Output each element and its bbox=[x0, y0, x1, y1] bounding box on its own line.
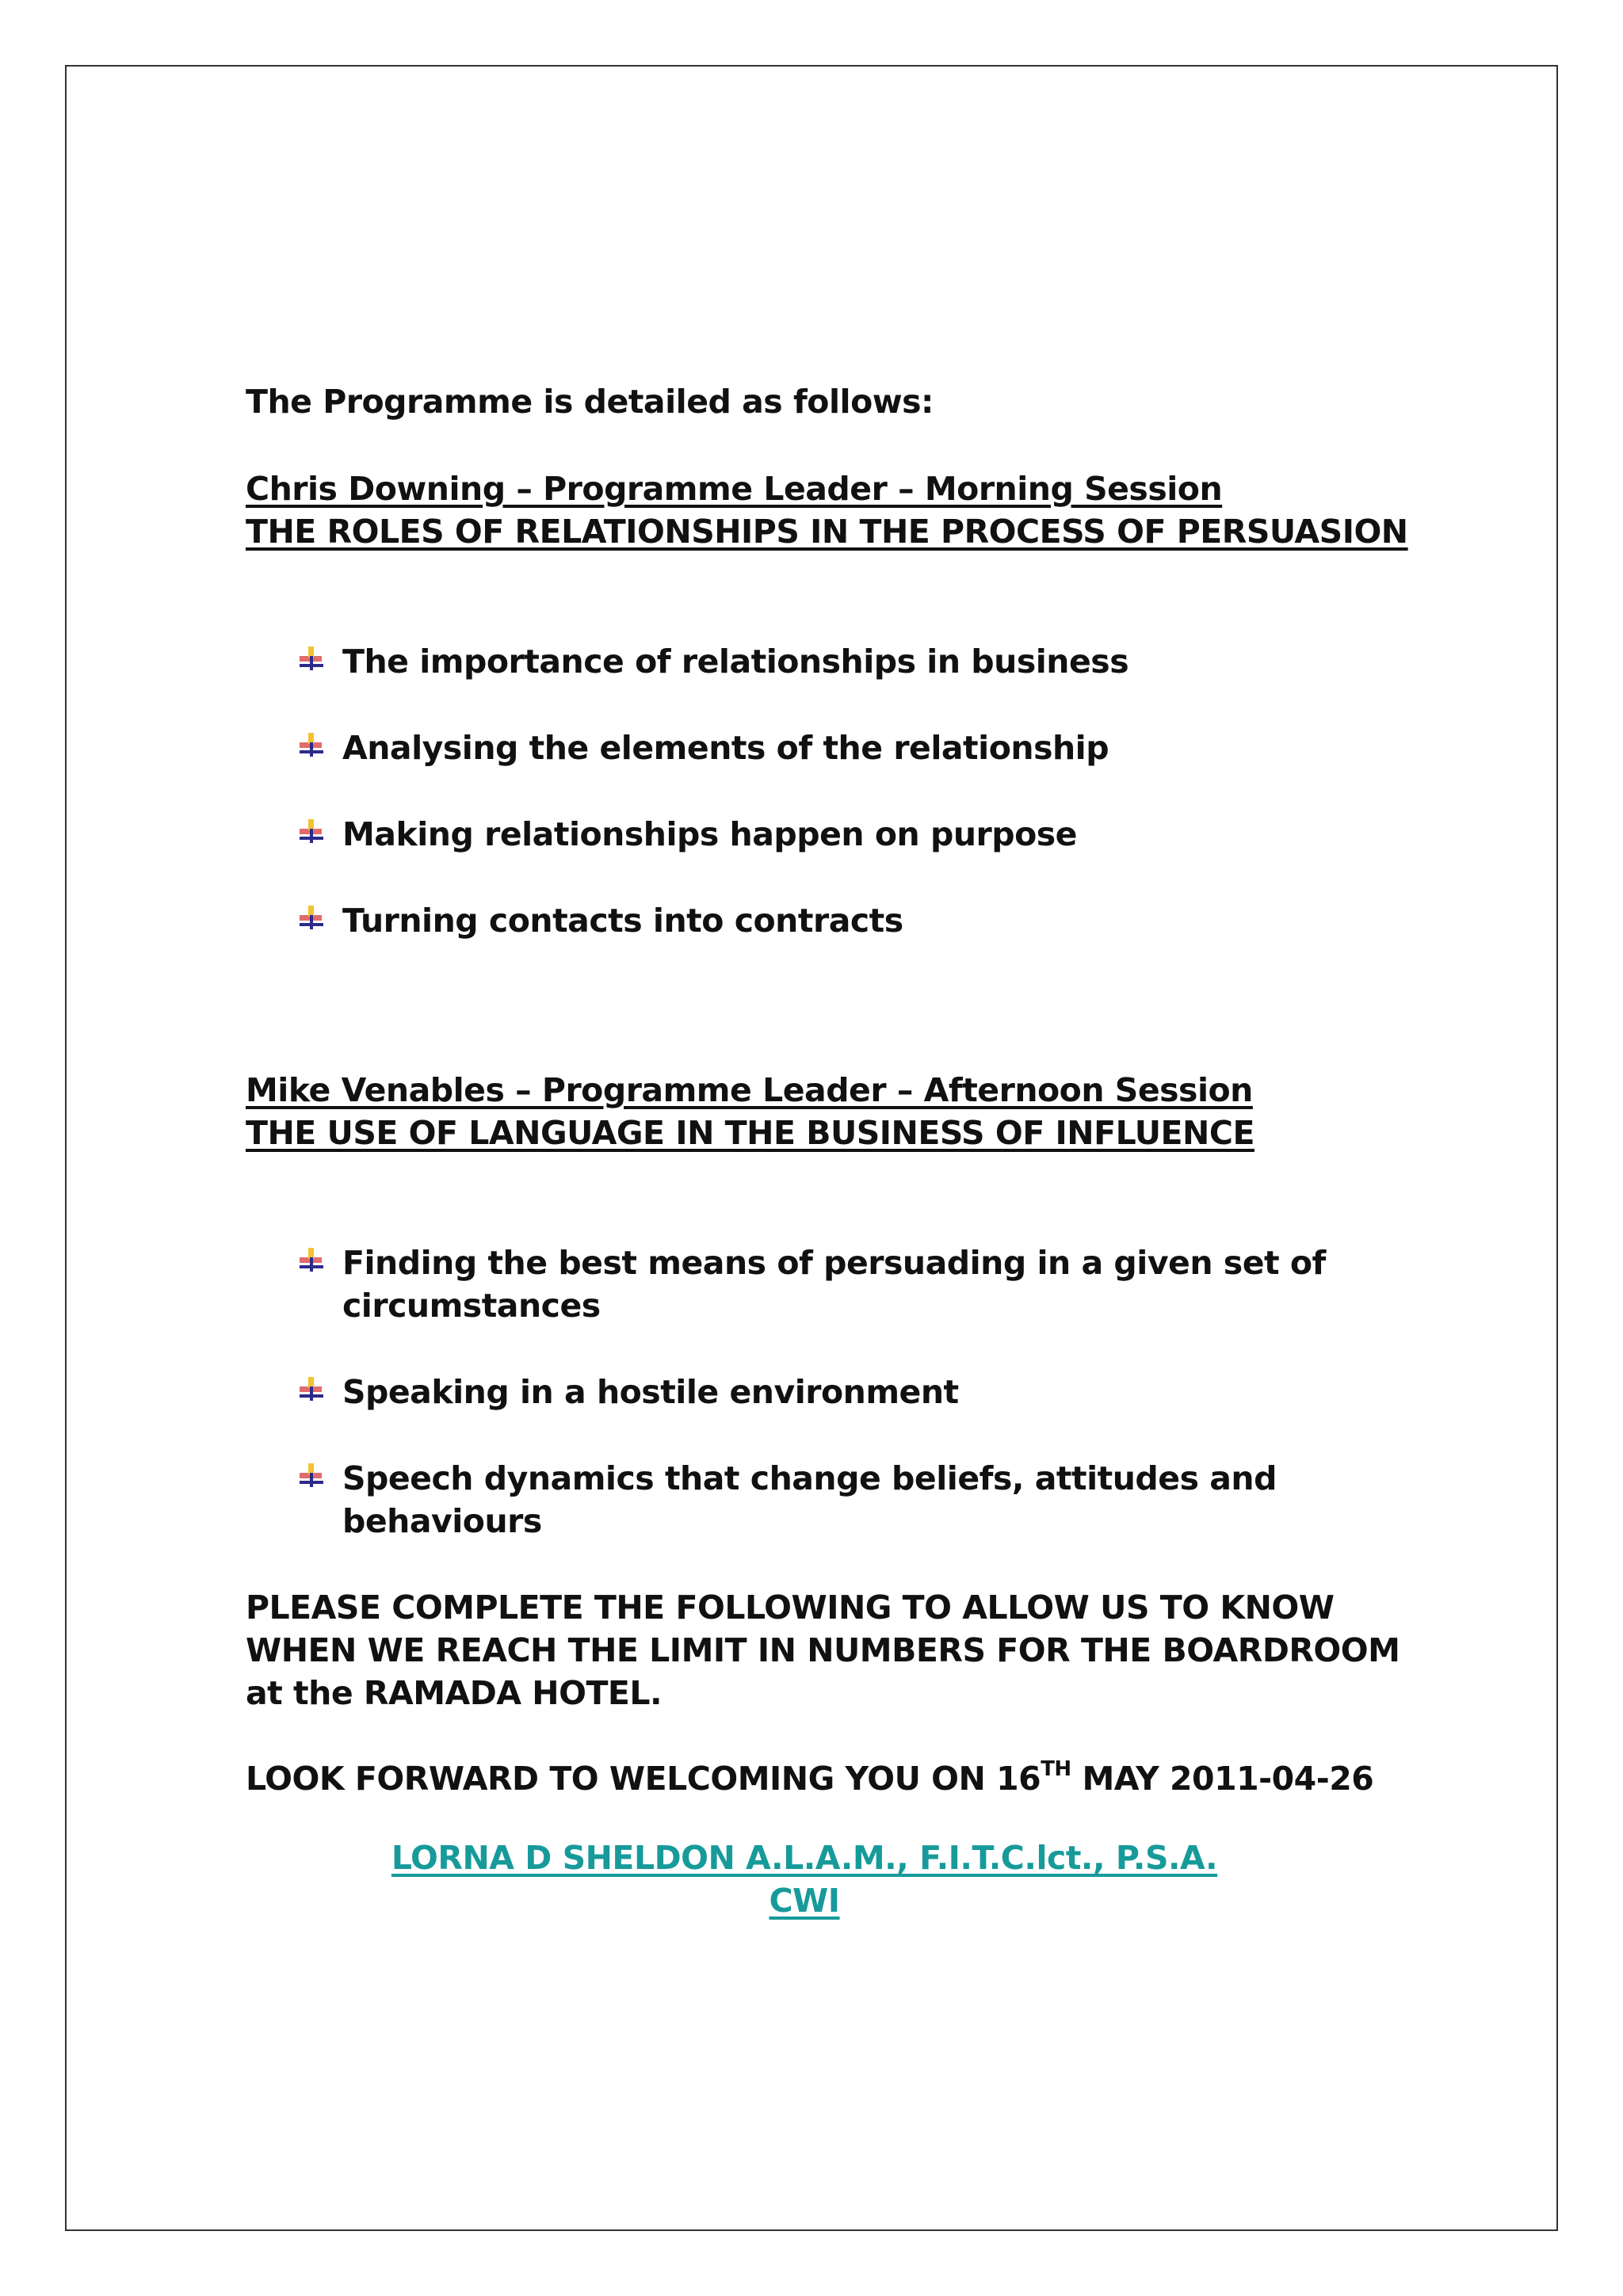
list-item-text: Making relationships happen on purpose bbox=[342, 815, 1077, 853]
list-item bbox=[295, 1241, 1419, 1327]
session-leader-line: Mike Venables – Programme Leader – Afternoon Session bbox=[246, 1071, 1253, 1109]
session-topic-list bbox=[246, 640, 1419, 942]
list-item-text: Turning contacts into contracts bbox=[342, 902, 903, 940]
list-item bbox=[295, 899, 1419, 942]
welcome-date: MAY 2011-04-26 bbox=[1071, 1760, 1374, 1798]
intro-text: The Programme is detailed as follows: bbox=[246, 383, 934, 421]
welcome-line bbox=[246, 1757, 1419, 1800]
arrow-down-bullet-icon bbox=[295, 904, 327, 936]
list-item bbox=[295, 813, 1419, 856]
document-body bbox=[246, 380, 1419, 1922]
arrow-down-bullet-icon bbox=[295, 731, 327, 763]
signature-block bbox=[246, 1836, 1363, 1922]
session-heading bbox=[246, 467, 1419, 553]
list-item bbox=[295, 727, 1419, 769]
list-item-text: Speaking in a hostile environment bbox=[342, 1373, 959, 1411]
session-title: THE USE OF LANGUAGE IN THE BUSINESS OF INFLUENCE bbox=[246, 1114, 1254, 1152]
arrow-down-bullet-icon bbox=[295, 818, 327, 849]
list-item-text: The importance of relationships in business bbox=[342, 643, 1129, 681]
list-item-text: Finding the best means of persuading in a given set of circumstances bbox=[342, 1244, 1326, 1325]
date-ordinal-suffix: TH bbox=[1041, 1757, 1071, 1781]
arrow-down-bullet-icon bbox=[295, 1375, 327, 1407]
signature-credential-link[interactable]: CWI bbox=[769, 1882, 840, 1920]
session-topic-list bbox=[246, 1241, 1419, 1543]
session-leader-line: Chris Downing – Programme Leader – Morning Session bbox=[246, 470, 1223, 508]
list-item-text: Speech dynamics that change beliefs, attitudes and behaviours bbox=[342, 1459, 1277, 1540]
arrow-down-bullet-icon bbox=[295, 645, 327, 677]
list-item-text: Analysing the elements of the relationship bbox=[342, 729, 1109, 767]
session-morning bbox=[246, 467, 1419, 942]
arrow-down-bullet-icon bbox=[295, 1462, 327, 1493]
signature-name-link[interactable]: LORNA D SHELDON A.L.A.M., F.I.T.C.lct., P.S.A. bbox=[391, 1839, 1218, 1877]
list-item bbox=[295, 640, 1419, 683]
session-title: THE ROLES OF RELATIONSHIPS IN THE PROCESS OF PERSUASION bbox=[246, 513, 1408, 551]
list-item bbox=[295, 1457, 1419, 1543]
list-item bbox=[295, 1371, 1419, 1413]
arrow-down-bullet-icon bbox=[295, 1246, 327, 1278]
session-afternoon bbox=[246, 1069, 1419, 1543]
welcome-text: LOOK FORWARD TO WELCOMING YOU ON 16 bbox=[246, 1760, 1041, 1798]
booking-notice: PLEASE COMPLETE THE FOLLOWING TO ALLOW US TO KNOW WHEN WE REACH THE LIMIT IN NUMBERS FOR THE BOARDROOM at the RAMADA HOTEL. bbox=[246, 1589, 1400, 1712]
session-heading bbox=[246, 1069, 1419, 1154]
